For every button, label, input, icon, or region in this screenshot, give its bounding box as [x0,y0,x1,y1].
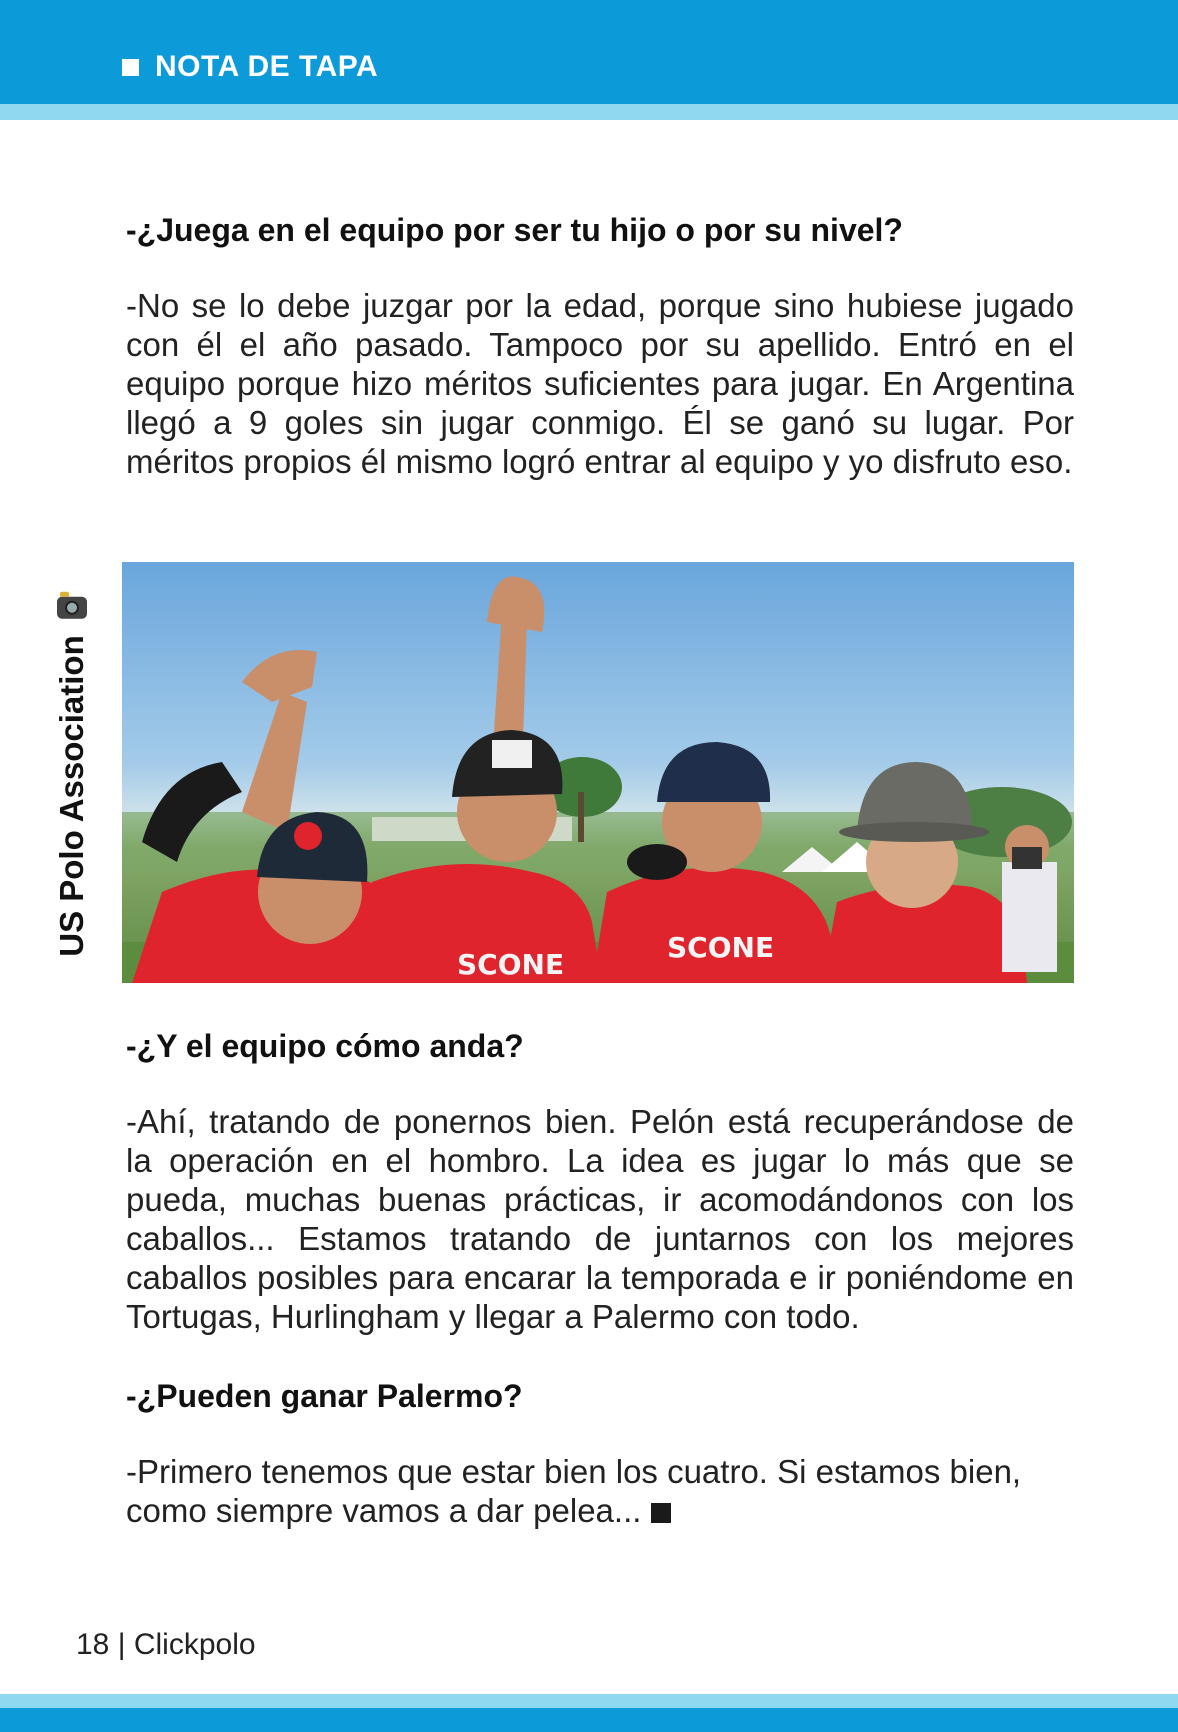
section-label [122,50,378,84]
qa-block-3 [126,1376,1074,1416]
section-square-icon [122,59,139,76]
photo-credit [52,560,92,990]
team-photo [122,562,1074,983]
answer-3: -Primero tenemos que estar bien los cuatro. Si estamos bien, como siempre vamos a dar pelea... [126,1453,1022,1529]
answer-block-3 [126,1452,1074,1530]
question-2: -¿Y el equipo cómo anda? [126,1028,524,1064]
camera-icon [57,597,87,619]
question-3: -¿Pueden ganar Palermo? [126,1378,523,1414]
footer-stripe [0,1694,1178,1708]
answer-3-wrapper [126,1452,1074,1530]
jersey-text-1: SCONE [457,948,565,981]
section-title: NOTA DE TAPA [155,50,379,83]
qa-block-1 [126,210,1074,250]
question-1: -¿Juega en el equipo por ser tu hijo o por su nivel? [126,212,903,248]
qa-block-2 [126,1026,1074,1066]
end-mark-icon [651,1503,671,1523]
answer-1: -No se lo debe juzgar por la edad, porque sino hubiese jugado con él el año pasado. Tampoco por su apellido. Entró en el equipo porque hizo méritos suficientes para jugar. En Argentina llegó a 9 goles sin jugar conmigo. Él se ganó su lugar. Por méritos propios él mismo logró entrar al equipo y yo disfruto eso. [126,287,1074,480]
team-photo-illustration [122,562,1074,983]
answer-block-1 [126,286,1074,481]
footer-bar [0,1708,1178,1732]
photo-credit-text: US Polo Association [53,635,90,957]
answer-2: -Ahí, tratando de ponernos bien. Pelón está recuperándose de la operación en el hombro. La idea es jugar lo más que se pueda, muchas buenas prácticas, ir acomodándonos con los caballos... Estamos tratando de juntarnos con los mejores caballos posibles para encarar la temporada e ir poniéndome en Tortugas, Hurlingham y llegar a Palermo con todo. [126,1103,1074,1335]
header-stripe [0,104,1178,120]
page-footer: 18 | Clickpolo [76,1628,256,1661]
answer-block-2 [126,1102,1074,1336]
jersey-text-2: SCONE [667,931,775,964]
